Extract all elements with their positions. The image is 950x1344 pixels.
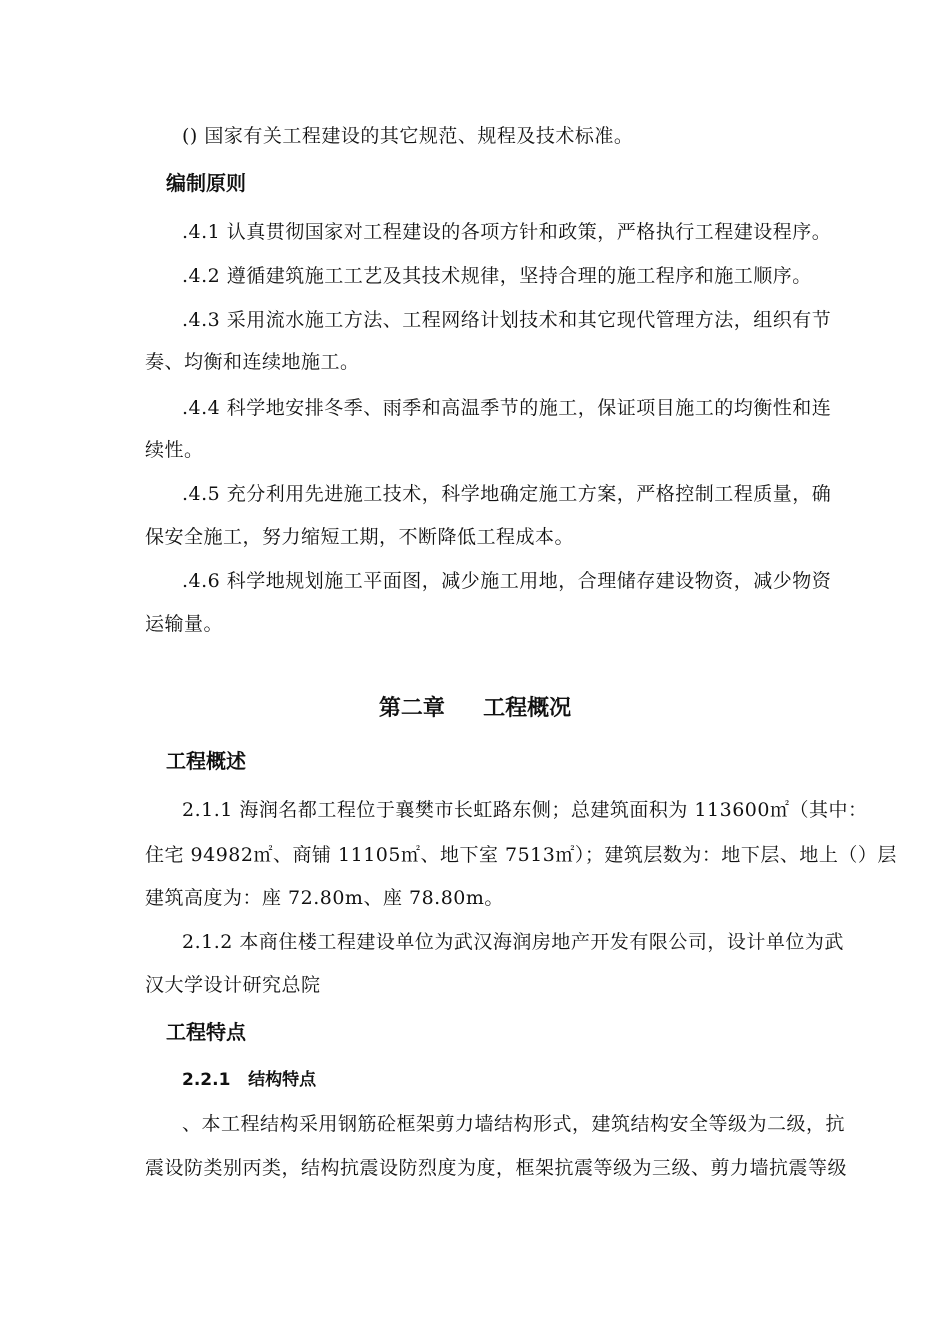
overview-2-1-2-line1: 2.1.2 本商住楼工程建设单位为武汉海润房地产开发有限公司，设计单位为武 [182,931,844,953]
overview-2-1-2-line2: 汉大学设计研究总院 [145,974,321,996]
principle-4-2: .4.2 遵循建筑施工工艺及其技术规律，坚持合理的施工程序和施工顺序。 [182,265,812,287]
section-heading-overview: 工程概述 [166,749,246,773]
standards-paragraph: () 国家有关工程建设的其它规范、规程及技术标准。 [182,125,634,147]
principle-4-6-line1: .4.6 科学地规划施工平面图，减少施工用地，合理储存建设物资，减少物资 [182,570,832,592]
section-heading-principles: 编制原则 [166,171,246,195]
subsection-heading-structure: 2.2.1 结构特点 [182,1070,317,1090]
principle-4-3-line2: 奏、均衡和连续地施工。 [145,351,360,373]
section-heading-features: 工程特点 [166,1020,246,1044]
overview-2-1-1-line3: 建筑高度为：座 72.80m、座 78.80m。 [145,887,504,909]
principle-4-3-line1: .4.3 采用流水施工方法、工程网络计划技术和其它现代管理方法，组织有节 [182,309,832,331]
overview-2-1-1-line2: 住宅 94982㎡、商铺 11105㎡、地下室 7513㎡）；建筑层数为：地下层、地上（）层 [145,844,897,866]
principle-4-1: .4.1 认真贯彻国家对工程建设的各项方针和政策，严格执行工程建设程序。 [182,221,832,243]
principle-4-4-line2: 续性。 [145,439,204,461]
structure-text-line1: 、本工程结构采用钢筋砼框架剪力墙结构形式，建筑结构安全等级为二级，抗 [182,1113,846,1135]
structure-text-line2: 震设防类别丙类，结构抗震设防烈度为度，框架抗震等级为三级、剪力墙抗震等级 [145,1157,848,1179]
chapter-title: 第二章 工程概况 [378,696,572,721]
overview-2-1-1-line1: 2.1.1 海润名都工程位于襄樊市长虹路东侧；总建筑面积为 113600㎡（其中： [182,799,868,821]
principle-4-6-line2: 运输量。 [145,613,224,635]
principle-4-5-line2: 保安全施工，努力缩短工期，不断降低工程成本。 [145,526,575,548]
principle-4-4-line1: .4.4 科学地安排冬季、雨季和高温季节的施工，保证项目施工的均衡性和连 [182,397,832,419]
principle-4-5-line1: .4.5 充分利用先进施工技术，科学地确定施工方案，严格控制工程质量，确 [182,483,832,505]
